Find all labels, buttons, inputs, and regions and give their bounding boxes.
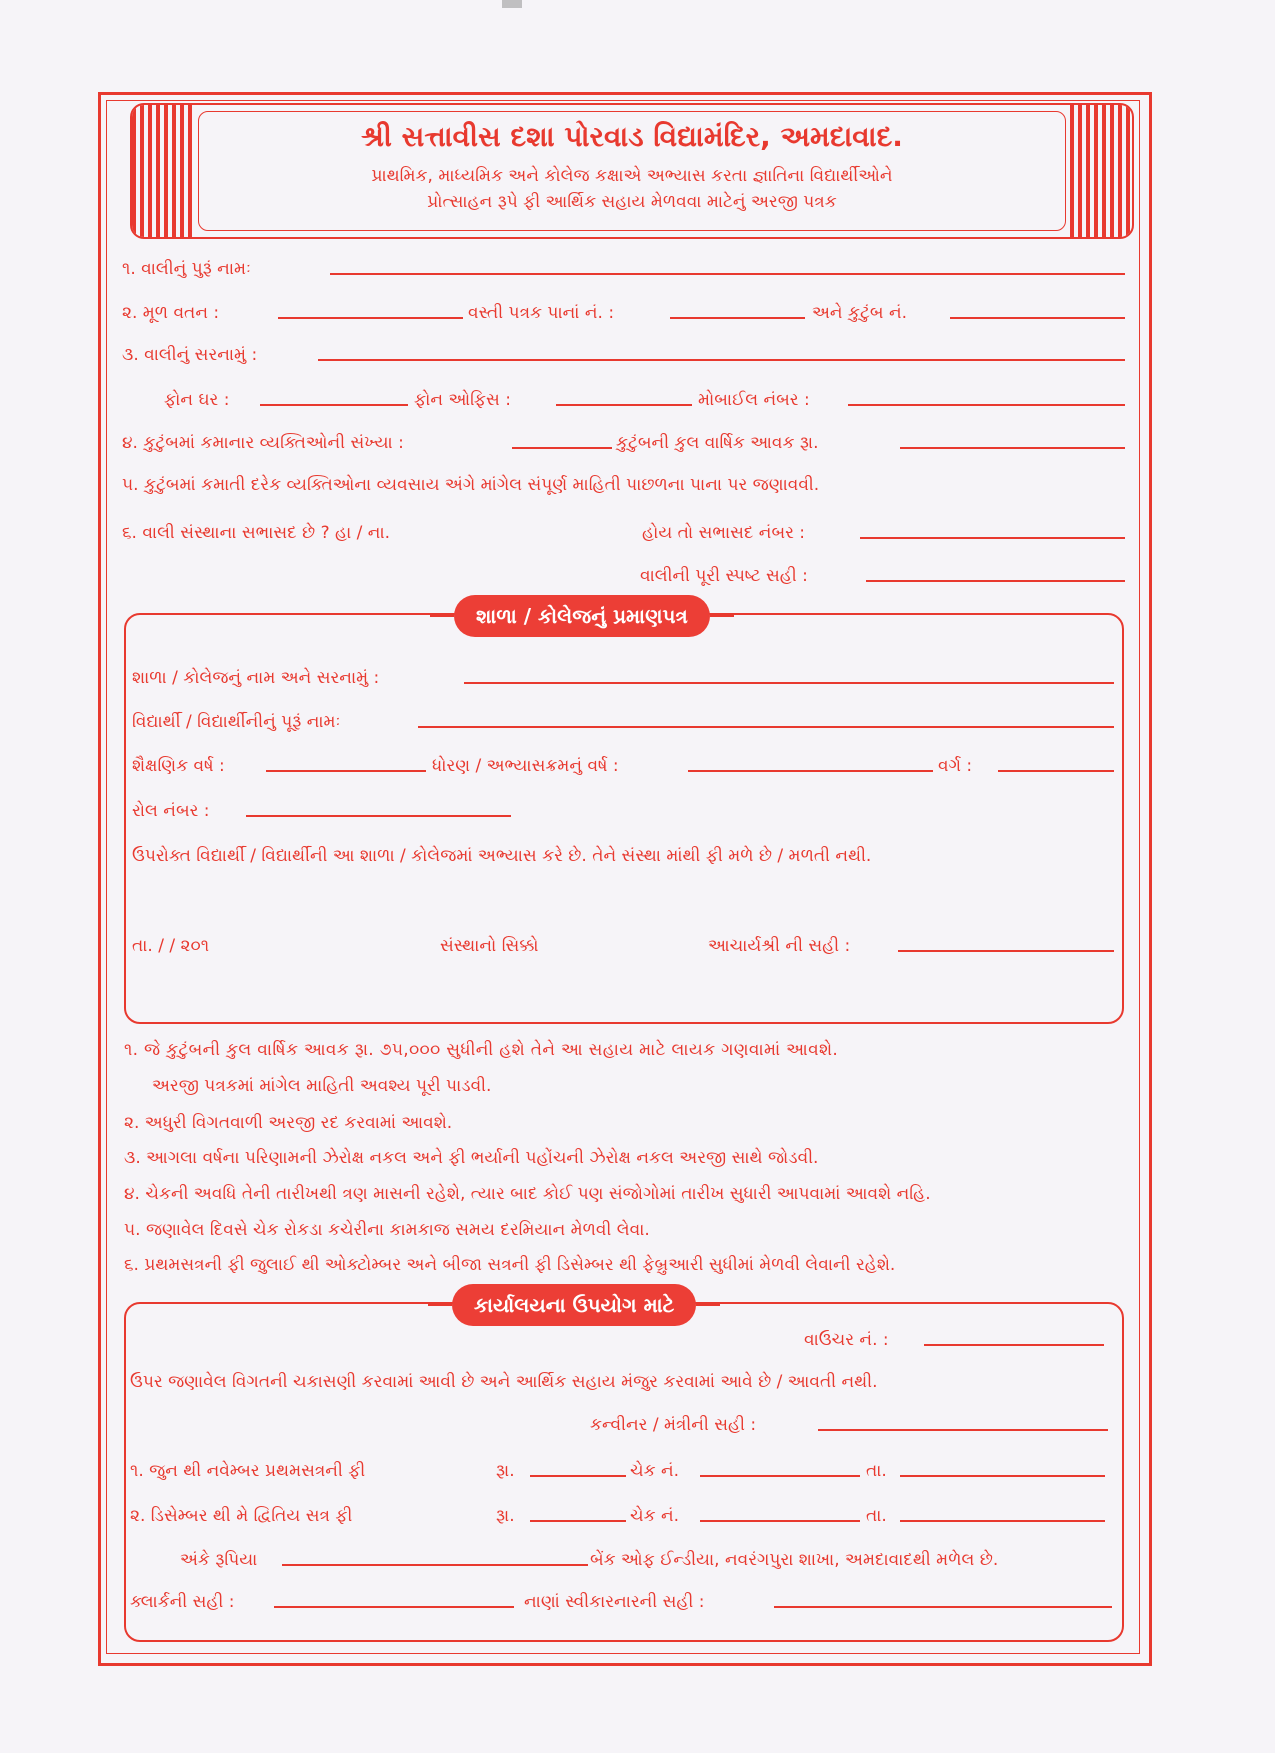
office-use-heading: કાર્યાલયના ઉપયોગ માટે (452, 1284, 696, 1326)
field-guardian-name[interactable] (330, 273, 1125, 275)
scan-mark (502, 0, 522, 8)
label-term2-cheque: ચેક નં. (630, 1506, 680, 1526)
rule-4: ૪. ચેકની અવધિ તેની તારીખથી ત્રણ માસની રહેશે, ત્યાર બાદ કોઈ પણ સંજોગોમાં તારીખ સુધારી આપવામાં આવશે નહિ. (124, 1184, 931, 1204)
field-term2-date[interactable] (900, 1520, 1105, 1522)
label-address: ૩. વાલીનું સરનામું : (122, 345, 258, 365)
title-panel (198, 111, 1066, 231)
field-amount-in-words[interactable] (282, 1564, 588, 1566)
label-cert-date: તા. / / ૨૦૧ (132, 936, 210, 956)
label-term1-rs: રૂા. (496, 1461, 515, 1481)
field-guardian-signature[interactable] (866, 580, 1125, 582)
field-term1-date[interactable] (900, 1475, 1105, 1477)
field-phone-home[interactable] (260, 404, 408, 406)
field-term1-amount[interactable] (530, 1475, 626, 1477)
field-address[interactable] (318, 359, 1125, 361)
label-term2-date: તા. (866, 1506, 887, 1526)
note-occupation: ૫. કુટુંબમાં કમાતી દરેક વ્યક્તિઓના વ્યવસાય અંગે માંગેલ સંપૂર્ણ માહિતી પાછળના પાના પર જણાવવી. (122, 475, 820, 495)
rule-1-continued: અરજી પત્રકમાં માંગેલ માહિતી અવશ્ય પૂરી પાડવી. (152, 1076, 492, 1096)
field-annual-income[interactable] (900, 447, 1125, 449)
field-principal-signature[interactable] (898, 950, 1114, 952)
field-native-place[interactable] (278, 317, 463, 319)
field-standard[interactable] (688, 770, 933, 772)
rule-3: ૩. આગલા વર્ષના પરિણામની ઝેરોક્ષ નકલ અને ફી ભર્યાની પહોંચની ઝેરોક્ષ નકલ અરજી સાથે જોડવી. (124, 1148, 819, 1168)
title-box (130, 103, 1134, 239)
label-mobile: મોબાઈલ નંબર : (698, 390, 810, 410)
field-mobile[interactable] (848, 404, 1125, 406)
label-term2-rs: રૂા. (496, 1506, 515, 1526)
label-student-name: વિદ્યાર્થી / વિદ્યાર્થીનીનું પૂરૂં નામઃ (132, 712, 341, 732)
label-amount-in-words: અંકે રૂપિયા (180, 1550, 258, 1570)
rule-2: ૨. અધુરી વિગતવાળી અરજી રદ કરવામાં આવશે. (124, 1113, 453, 1133)
label-earning-members: ૪. કુટુંબમાં કમાનાર વ્યક્તિઓની સંખ્યા : (122, 433, 404, 453)
label-guardian-name: ૧. વાલીનું પુરૂં નામઃ (122, 259, 251, 279)
label-receiver-signature: નાણાં સ્વીકારનારની સહી : (524, 1592, 705, 1612)
label-bank-details: બેંક ઓફ ઈન્ડીયા, નવરંગપુરા શાખા, અમદાવાદથી મળેલ છે. (590, 1550, 999, 1570)
field-family-no[interactable] (950, 317, 1125, 319)
certificate-statement: ઉપરોક્ત વિદ્યાર્થી / વિદ્યાર્થીની આ શાળા / કોલેજમાં અભ્યાસ કરે છે. તેને સંસ્થા માંથી ફી મળે છે / મળતી નથી. (132, 846, 872, 866)
rule-5: ૫. જણાવેલ દિવસે ચેક રોકડા કચેરીના કામકાજ સમય દરમિયાન મેળવી લેવા. (124, 1220, 650, 1240)
rule-6: ૬. પ્રથમસત્રની ફી જુલાઈ થી ઓક્ટોમ્બર અને બીજા સત્રની ફી ડિસેમ્બર થી ફેબ્રુઆરી સુધીમાં મેળવી લેવાની રહેશે. (124, 1255, 896, 1275)
label-class: વર્ગ : (938, 756, 973, 776)
label-member-no: હોય તો સભાસદ નંબર : (642, 523, 806, 543)
field-receiver-signature[interactable] (774, 1606, 1112, 1608)
certificate-heading: શાળા / કોલેજનું પ્રમાણપત્ર (454, 595, 710, 637)
label-clerk-signature: ક્લાર્કની સહી : (130, 1592, 235, 1612)
field-voucher-no[interactable] (924, 1344, 1104, 1346)
label-term1-cheque: ચેક નં. (630, 1461, 680, 1481)
label-family-no: અને કુટુંબ નં. (812, 303, 908, 323)
rule-1: ૧. જે કુટુંબની કુલ વાર્ષિક આવક રૂા. ૭૫,૦૦૦ સુધીની હશે તેને આ સહાય માટે લાયક ગણવામાં આવશે. (124, 1040, 839, 1060)
field-term1-cheque[interactable] (700, 1475, 860, 1477)
field-term2-cheque[interactable] (700, 1520, 860, 1522)
field-term2-amount[interactable] (530, 1520, 626, 1522)
label-convener-signature: કન્વીનર / મંત્રીની સહી : (590, 1415, 757, 1435)
field-student-name[interactable] (418, 726, 1114, 728)
office-verification-statement: ઉપર જણાવેલ વિગતની ચકાસણી કરવામાં આવી છે અને આર્થિક સહાય મંજુર કરવામાં આવે છે / આવતી નથી. (130, 1372, 878, 1392)
label-native-place: ૨. મૂળ વતન : (122, 303, 220, 323)
label-phone-home: ફોન ઘર : (164, 390, 230, 410)
label-census-page: વસ્તી પત્રક પાનાં નં. : (468, 303, 615, 323)
form-title: શ્રી સત્તાવીસ દશા પોરવાડ વિદ્યામંદિર, અમદાવાદ. (361, 120, 903, 153)
label-term2-fee: ૨. ડિસેમ્બર થી મે દ્વિતિય સત્ર ફી (130, 1506, 353, 1526)
field-roll-no[interactable] (246, 815, 511, 817)
label-standard: ધોરણ / અભ્યાસક્રમનું વર્ષ : (432, 756, 619, 776)
label-institution-seal: સંસ્થાનો સિક્કો (440, 936, 539, 956)
field-phone-office[interactable] (556, 404, 692, 406)
field-earning-members[interactable] (512, 447, 612, 449)
field-class[interactable] (998, 770, 1114, 772)
label-school-name: શાળા / કોલેજનું નામ અને સરનામું : (132, 668, 380, 688)
form-subtitle-2: પ્રોત્સાહન રૂપે ફી આર્થિક સહાય મેળવવા માટેનું અરજી પત્રક (427, 192, 837, 212)
label-member-status: ૬. વાલી સંસ્થાના સભાસદ છે ? હા / ના. (122, 523, 391, 543)
label-guardian-signature: વાલીની પૂરી સ્પષ્ટ સહી : (640, 566, 808, 586)
field-member-no[interactable] (860, 537, 1125, 539)
label-term1-date: તા. (866, 1461, 887, 1481)
label-principal-signature: આચાર્યશ્રી ની સહી : (708, 936, 851, 956)
label-voucher-no: વાઉચર નં. : (804, 1330, 889, 1350)
label-phone-office: ફોન ઓફિસ : (414, 390, 511, 410)
label-roll-no: રોલ નંબર : (132, 801, 210, 821)
form-subtitle-1: પ્રાથમિક, માધ્યમિક અને કોલેજ કક્ષાએ અભ્યાસ કરતા જ્ઞાતિના વિદ્યાર્થીઓને (371, 166, 893, 186)
field-school-name[interactable] (464, 682, 1114, 684)
label-academic-year: શૈક્ષણિક વર્ષ : (132, 756, 225, 776)
field-census-page[interactable] (670, 317, 805, 319)
decorative-stripes-right (1070, 105, 1132, 237)
label-term1-fee: ૧. જુન થી નવેમ્બર પ્રથમસત્રની ફી (130, 1461, 366, 1481)
decorative-stripes-left (132, 105, 194, 237)
field-clerk-signature[interactable] (274, 1606, 514, 1608)
field-academic-year[interactable] (266, 770, 426, 772)
label-annual-income: કુટુંબની કુલ વાર્ષિક આવક રૂા. (616, 433, 819, 453)
field-convener-signature[interactable] (818, 1429, 1108, 1431)
